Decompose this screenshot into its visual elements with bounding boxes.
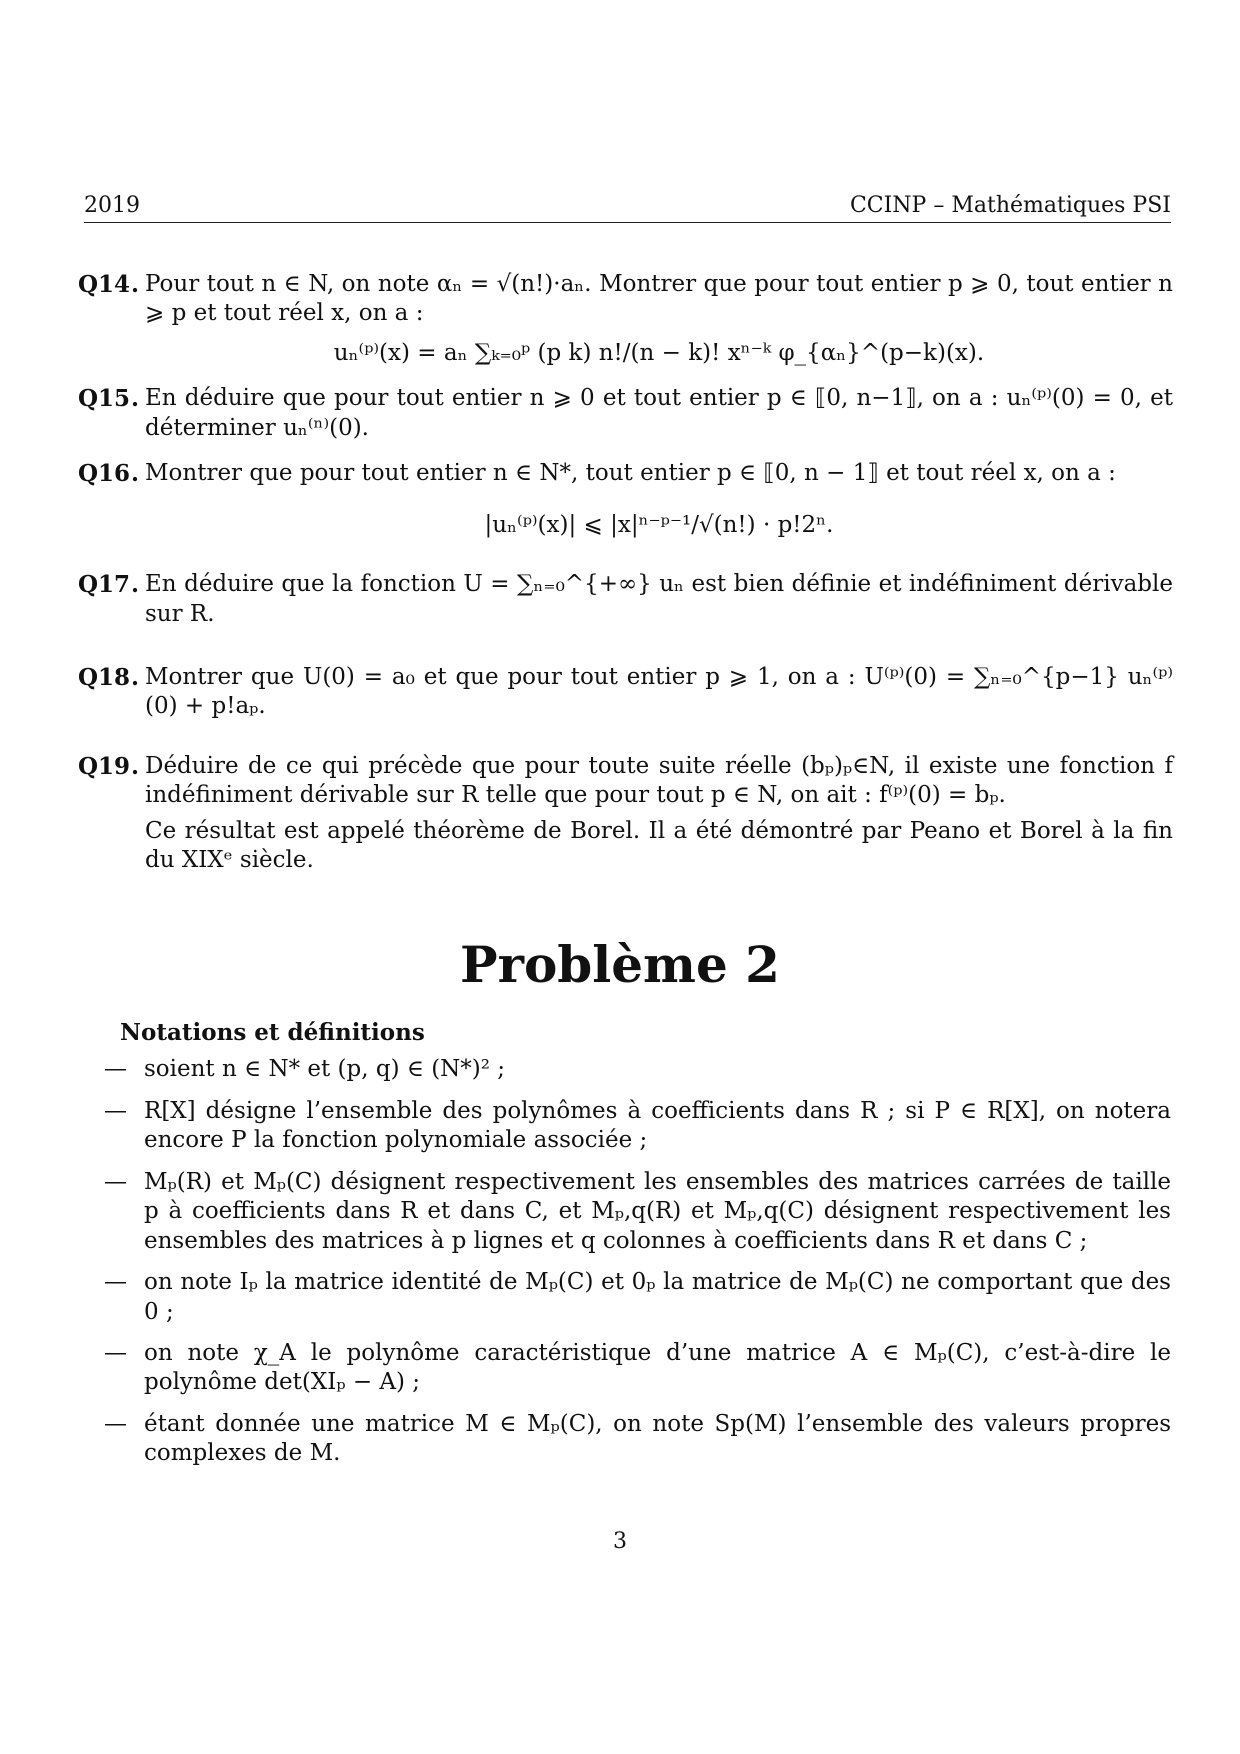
question-text: Montrer que U(0) = a₀ et que pour tout entier p ⩾ 1, on a : U⁽ᵖ⁾(0) = ∑ₙ₌₀^{p−1} uₙ⁽ᵖ⁾(0) + p!aₚ. [145,663,1173,720]
question-text: Déduire de ce qui précède que pour toute suite réelle (bₚ)ₚ∈N, il existe une fonction f indéfiniment dérivable sur R telle que pour tout p ∈ N, on ait : f⁽ᵖ⁾(0) = bₚ. [145,752,1173,809]
question-q16: Q16 . Montrer que pour tout entier n ∈ N*, tout entier p ∈ ⟦0, n − 1⟧ et tout réel x, on a : |uₙ⁽ᵖ⁾(x)| ⩽ |x|ⁿ⁻ᵖ⁻¹/√(n!) · p!2ⁿ. [78,459,1173,540]
list-item: — Mₚ(R) et Mₚ(C) désignent respectivement les ensembles des matrices carrées de taille p à coefficients dans R et dans C, et Mₚ,q(R) et Mₚ,q(C) désignent respectivement les ensembles des matrices à p lignes et q colonnes à coefficients dans R et dans C ; [104,1168,1171,1254]
list-item: — R[X] désigne l’ensemble des polynômes à coefficients dans R ; si P ∈ R[X], on notera encore P la fonction polynomiale associée ; [104,1097,1171,1154]
question-label: Q17 [78,571,131,599]
question-note: Ce résultat est appelé théorème de Borel. Il a été démontré par Peano et Borel à la fin du XIXᵉ siècle. [145,817,1173,874]
question-formula: |uₙ⁽ᵖ⁾(x)| ⩽ |x|ⁿ⁻ᵖ⁻¹/√(n!) · p!2ⁿ. [484,511,834,538]
list-item-text: soient n ∈ N* et (p, q) ∈ (N*)² ; [144,1056,506,1083]
question-label: Q18 [78,663,131,691]
question-text: En déduire que pour tout entier n ⩾ 0 et tout entier p ∈ ⟦0, n−1⟧, on a : uₙ⁽ᵖ⁾(0) = 0, et déterminer uₙ⁽ⁿ⁾(0). [145,385,1173,441]
question-label: Q15 [78,385,131,413]
question-q14: Q14 . Pour tout n ∈ N, on note αₙ = √(n!)·aₙ. Montrer que pour tout entier p ⩾ 0, tout entier n ⩾ p et tout réel x, on a : uₙ⁽ᵖ⁾(x) = aₙ ∑ₖ₌₀ᵖ (p k) n!/(n − k)! xⁿ⁻ᵏ φ_{αₙ}^(p−k)(x). [78,270,1173,368]
questions-section [78,270,1173,892]
list-item-text: on note Iₚ la matrice identité de Mₚ(C) et 0ₚ la matrice de Mₚ(C) ne comportant que des 0 ; [144,1269,1171,1325]
list-item: — on note Iₚ la matrice identité de Mₚ(C) et 0ₚ la matrice de Mₚ(C) ne comportant que des 0 ; [104,1269,1171,1325]
question-q19: Q19 . Déduire de ce qui précède que pour toute suite réelle (bₚ)ₚ∈N, il existe une fonction f indéfiniment dérivable sur R telle que pour tout p ∈ N, on ait : f⁽ᵖ⁾(0) = bₚ. Ce résultat est appelé théorème de Borel. Il a été démontré par Peano et Borel à la fin du XIXᵉ siècle. [78,752,1173,876]
question-text: Pour tout n ∈ N, on note αₙ = √(n!)·aₙ. Montrer que pour tout entier p ⩾ 0, tout entier n ⩾ p et tout réel x, on a : [145,271,1173,327]
header-title: CCINP – Mathématiques PSI [849,193,1171,218]
question-q18: Q18 . Montrer que U(0) = a₀ et que pour tout entier p ⩾ 1, on a : U⁽ᵖ⁾(0) = ∑ₙ₌₀^{p−1} uₙ⁽ᵖ⁾(0) + p!aₚ. [78,663,1173,722]
list-item: — étant donnée une matrice M ∈ Mₚ(C), on note Sp(M) l’ensemble des valeurs propres complexes de M. [104,1410,1171,1467]
notations-section [84,1018,1171,1481]
question-label: Q19 [78,752,131,780]
problem-title: Problème 2 [460,935,780,994]
question-label: Q14 [78,271,131,298]
list-item-text: étant donnée une matrice M ∈ Mₚ(C), on note Sp(M) l’ensemble des valeurs propres complexes de M. [144,1410,1171,1467]
page-header [84,190,1171,223]
list-item-text: R[X] désigne l’ensemble des polynômes à coefficients dans R ; si P ∈ R[X], on notera encore P la fonction polynomiale associée ; [144,1097,1171,1154]
list-item-text: Mₚ(R) et Mₚ(C) désignent respectivement les ensembles des matrices carrées de taille p à coefficients dans R et dans C, et Mₚ,q(R) et Mₚ,q(C) désignent respectivement les ensembles des matrices à p lignes et q colonnes à coefficients dans R et dans C ; [144,1168,1171,1254]
notations-title: Notations et définitions [120,1019,425,1046]
page-number: 3 [613,1529,627,1554]
question-q15: Q15 . En déduire que pour tout entier n ⩾ 0 et tout entier p ∈ ⟦0, n−1⟧, on a : uₙ⁽ᵖ⁾(0) = 0, et déterminer uₙ⁽ⁿ⁾(0). [78,384,1173,443]
question-text: Montrer que pour tout entier n ∈ N*, tout entier p ∈ ⟦0, n − 1⟧ et tout réel x, on a : [145,460,1116,487]
question-q17: Q17 . En déduire que la fonction U = ∑ₙ₌₀^{+∞} uₙ est bien définie et indéfiniment dérivable sur R. [78,570,1173,629]
question-label: Q16 [78,460,131,488]
list-item-text: on note χ_A le polynôme caractéristique d’une matrice A ∈ Mₚ(C), c’est-à-dire le polynôme det(XIₚ − A) ; [144,1339,1171,1396]
question-text: En déduire que la fonction U = ∑ₙ₌₀^{+∞} uₙ est bien définie et indéfiniment dérivable sur R. [145,571,1173,627]
list-item: — on note χ_A le polynôme caractéristique d’une matrice A ∈ Mₚ(C), c’est-à-dire le polynôme det(XIₚ − A) ; [104,1339,1171,1396]
header-year: 2019 [84,193,140,218]
question-formula: uₙ⁽ᵖ⁾(x) = aₙ ∑ₖ₌₀ᵖ (p k) n!/(n − k)! xⁿ⁻ᵏ φ_{αₙ}^(p−k)(x). [333,339,985,366]
list-item: — soient n ∈ N* et (p, q) ∈ (N*)² ; [104,1056,506,1083]
